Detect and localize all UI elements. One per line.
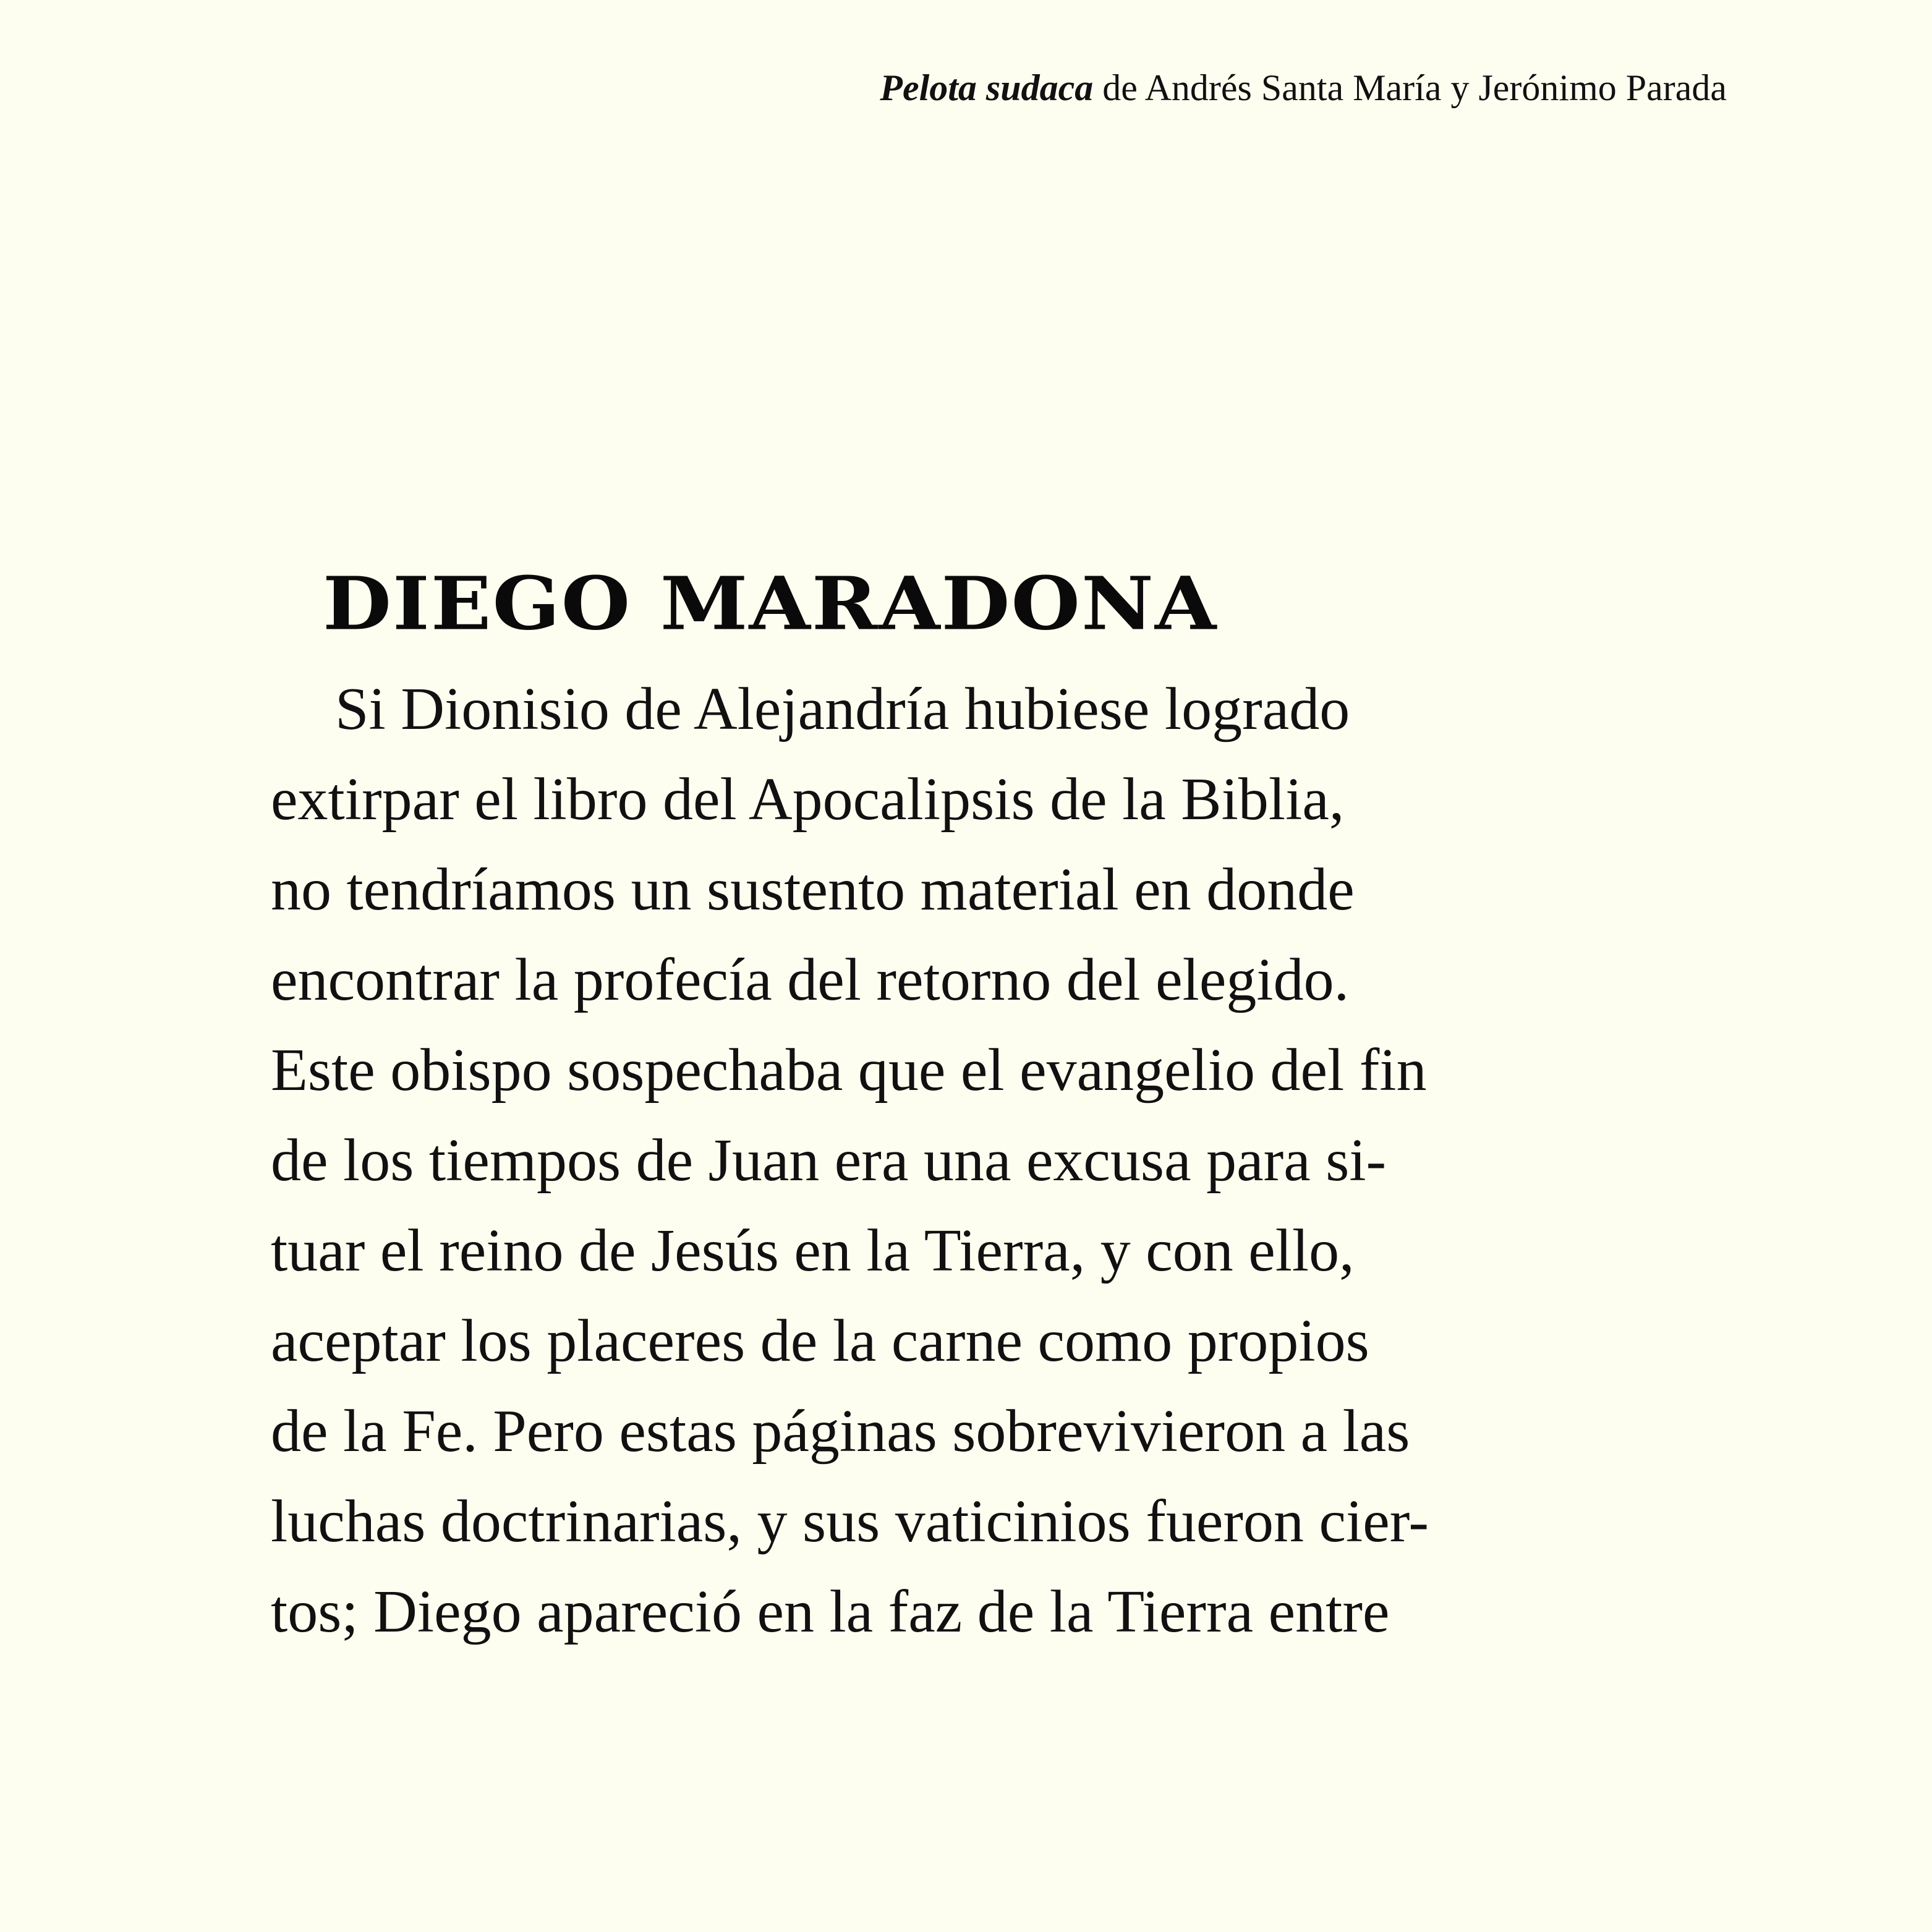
text-line: de los tiempos de Juan era una excusa para si- bbox=[271, 1127, 1387, 1194]
running-header bbox=[880, 69, 1727, 106]
text-line: encontrar la profecía del retorno del elegido. bbox=[271, 947, 1350, 1013]
text-line: tuar el reino de Jesús en la Tierra, y con ello, bbox=[271, 1217, 1355, 1284]
text-line: aceptar los placeres de la carne como propios bbox=[271, 1308, 1369, 1374]
text-line: de la Fe. Pero estas páginas sobrevivieron a las bbox=[271, 1398, 1410, 1465]
body-text bbox=[271, 677, 1429, 1670]
text-line: extirpar el libro del Apocalipsis de la Biblia, bbox=[271, 766, 1345, 833]
text-line: luchas doctrinarias, y sus vaticinios fueron cier- bbox=[271, 1488, 1429, 1555]
text-line: Este obispo sospechaba que el evangelio del fin bbox=[271, 1037, 1427, 1104]
chapter-title: DIEGO MARADONA bbox=[323, 561, 1218, 647]
text-line: Si Dionisio de Alejandría hubiese logrado bbox=[335, 676, 1350, 743]
author-byline: de Andrés Santa María y Jerónimo Parada bbox=[1093, 67, 1727, 108]
text-line: no tendríamos un sustento material en donde bbox=[271, 856, 1355, 923]
text-line: tos; Diego apareció en la faz de la Tierra entre bbox=[271, 1578, 1390, 1645]
book-title: Pelota sudaca bbox=[880, 67, 1094, 108]
